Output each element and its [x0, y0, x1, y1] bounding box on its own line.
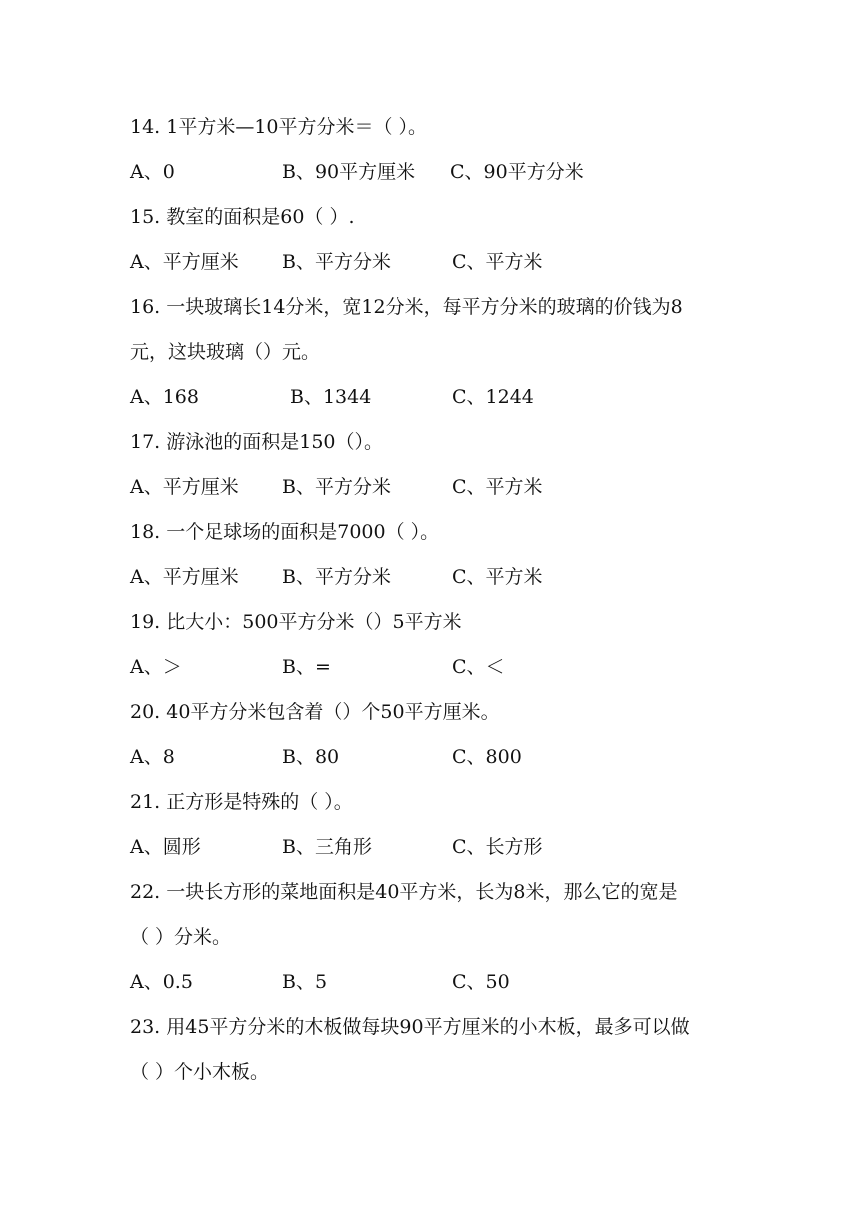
options-17	[130, 475, 770, 499]
option-b: B、平方分米	[282, 251, 391, 273]
option-c: C、平方米	[452, 566, 543, 588]
question-14: 14. 1平方米—10平方分米＝（ ）。	[130, 116, 428, 138]
option-c: C、1244	[452, 386, 534, 408]
options-22	[130, 970, 770, 994]
option-c: C、长方形	[452, 836, 543, 858]
option-a: A、平方厘米	[130, 476, 239, 498]
question-15: 15. 教室的面积是60（ ）.	[130, 206, 355, 228]
question-18: 18. 一个足球场的面积是7000（ ）。	[130, 521, 440, 543]
option-c: C、＜	[452, 656, 505, 678]
question-16-continued: 元，这块玻璃（）元。	[130, 341, 321, 363]
option-c: C、平方米	[452, 251, 543, 273]
option-a: A、8	[130, 746, 175, 768]
option-b: B、三角形	[282, 836, 372, 858]
options-19	[130, 655, 770, 679]
option-b: B、平方分米	[282, 476, 391, 498]
options-16	[130, 385, 770, 409]
option-a: A、168	[130, 386, 199, 408]
question-22: 22. 一块长方形的菜地面积是40平方米，长为8米，那么它的宽是	[130, 881, 678, 903]
question-17: 17. 游泳池的面积是150（）。	[130, 431, 384, 453]
option-c: C、50	[452, 971, 510, 993]
option-b: B、平方分米	[282, 566, 391, 588]
option-a: A、平方厘米	[130, 566, 239, 588]
option-a: A、0	[130, 161, 175, 183]
option-c: C、800	[452, 746, 522, 768]
option-b: B、5	[282, 971, 328, 993]
options-21	[130, 835, 770, 859]
question-21: 21. 正方形是特殊的（ ）。	[130, 791, 353, 813]
question-19: 19. 比大小：500平方分米（）5平方米	[130, 611, 462, 633]
option-a: A、0.5	[130, 971, 193, 993]
option-b: B、1344	[290, 386, 372, 408]
option-a: A、圆形	[130, 836, 201, 858]
option-b: B、=	[282, 656, 331, 678]
question-22-continued: （ ）分米。	[130, 926, 232, 948]
option-b: B、90平方厘米	[282, 161, 416, 183]
question-16: 16. 一块玻璃长14分米，宽12分米，每平方分米的玻璃的价钱为8	[130, 296, 683, 318]
option-a: A、＞	[130, 656, 182, 678]
options-18	[130, 565, 770, 589]
question-23-continued: （ ）个小木板。	[130, 1061, 270, 1083]
question-23: 23. 用45平方分米的木板做每块90平方厘米的小木板，最多可以做	[130, 1016, 690, 1038]
question-20: 20. 40平方分米包含着（）个50平方厘米。	[130, 701, 500, 723]
option-c: C、90平方分米	[450, 161, 584, 183]
options-14	[130, 160, 770, 184]
option-a: A、平方厘米	[130, 251, 239, 273]
option-b: B、80	[282, 746, 340, 768]
options-20	[130, 745, 770, 769]
options-15	[130, 250, 770, 274]
option-c: C、平方米	[452, 476, 543, 498]
